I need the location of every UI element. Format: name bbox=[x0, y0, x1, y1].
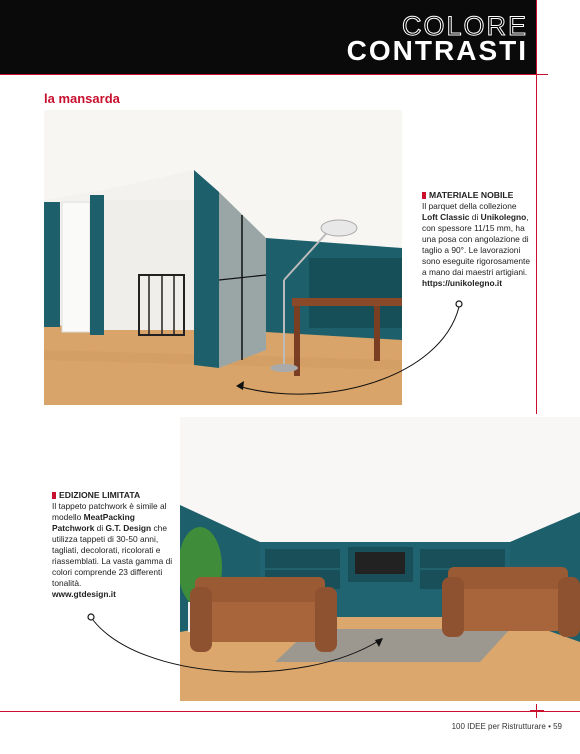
caption-text: , con spessore 11/15 mm, ha una posa con angolazione di taglio a 90°. Le lavorazioni sono eseguite rigorosamente a mano dai maestri artigiani. bbox=[422, 212, 531, 277]
caption-title: EDIZIONE LIMITATA bbox=[52, 490, 177, 501]
caption-text: che utilizza tappeti di 30-50 anni, tagliati, decolorati, ricolorati e riassemblati. La vasta gamma di colori comprende 23 differenti tonalità. bbox=[52, 523, 173, 588]
attic-study-photo bbox=[44, 110, 402, 405]
page-folio: 100 IDEE per Ristrutturare • 59 bbox=[451, 722, 562, 731]
caption-brand: Unikolegno bbox=[480, 212, 527, 222]
caption-edizione-limitata bbox=[52, 490, 177, 600]
caption-url[interactable]: www.gtdesign.it bbox=[52, 589, 116, 599]
caption-url[interactable]: https://unikolegno.it bbox=[422, 278, 503, 288]
vertical-rule bbox=[536, 0, 537, 414]
page-header bbox=[0, 0, 536, 74]
caption-model: MeatPacking Patchwork bbox=[52, 512, 135, 533]
header-rule bbox=[0, 74, 548, 75]
section-title: la mansarda bbox=[44, 91, 120, 106]
caption-text: di bbox=[94, 523, 106, 533]
caption-text: Il tappeto patchwork è simile al modello bbox=[52, 501, 167, 522]
header-title-outline: COLORE bbox=[401, 11, 528, 41]
caption-brand: G.T. Design bbox=[105, 523, 152, 533]
attic-living-photo bbox=[180, 417, 580, 701]
crop-mark-icon bbox=[530, 704, 544, 718]
caption-text: di bbox=[469, 212, 481, 222]
caption-materiale-nobile bbox=[422, 190, 532, 289]
crop-mark-icon bbox=[530, 68, 544, 82]
caption-title: MATERIALE NOBILE bbox=[422, 190, 532, 201]
footer-rule bbox=[0, 711, 580, 712]
header-title: CONTRASTI bbox=[346, 35, 528, 66]
caption-collection: Loft Classic bbox=[422, 212, 470, 222]
caption-text: Il parquet della collezione bbox=[422, 201, 517, 211]
